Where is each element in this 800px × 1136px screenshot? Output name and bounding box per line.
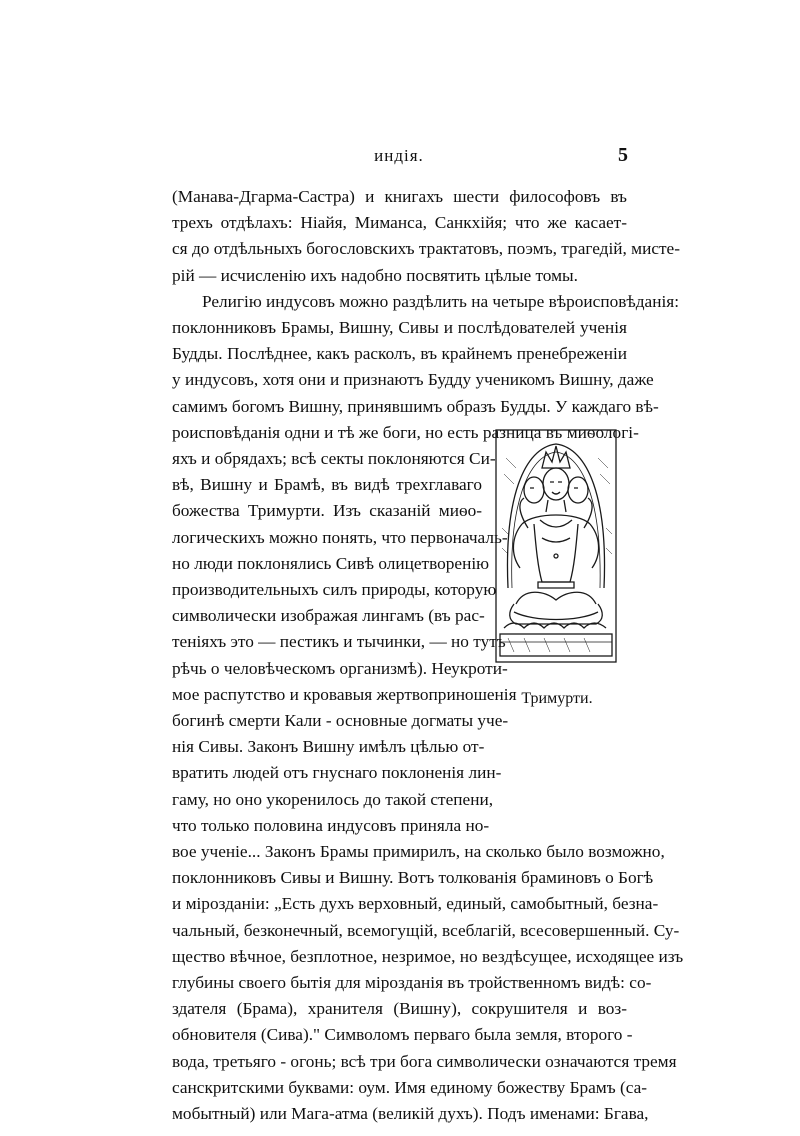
text-line: глубины своего бытія для мірозданія въ тройственномъ видѣ: со- bbox=[172, 973, 652, 992]
text-line: обновителя (Сива)." Символомъ перваго была земля, второго - bbox=[172, 1025, 633, 1045]
text-line: Религію индусовъ можно раздѣлить на четыре вѣроисповѣданія: bbox=[202, 291, 680, 311]
text-line: (Манава-Дгарма-Састра) и книгахъ шести философовъ въ bbox=[172, 187, 627, 206]
text-line: роисповѣданія одни и тѣ же боги, но есть разница въ миѳологі- bbox=[172, 422, 639, 442]
text-line: вѣ, Вишну и Брамѣ, въ видѣ трехглаваго bbox=[172, 475, 482, 495]
trimurti-engraving bbox=[494, 428, 620, 676]
text-line: щество вѣчное, безплотное, незримое, но вездѣсущее, исходящее изъ bbox=[172, 946, 684, 966]
text-line: чальный, безконечный, всемогущій, всеблагій, всесовершенный. Су- bbox=[172, 920, 680, 940]
text-line: вода, третьяго - огонь; всѣ три бога символически означаются тремя bbox=[172, 1051, 677, 1071]
text-line: теніяхъ это — пестикъ и тычинки, — но тутъ bbox=[172, 632, 506, 652]
text-line: поклонниковъ Брамы, Вишну, Сивы и послѣдователей ученія bbox=[172, 318, 627, 337]
text-line: трехъ отдѣлахъ: Ніайя, Миманса, Санкхійя; что же касает- bbox=[172, 213, 627, 233]
text-line: символически изображая лингамъ (въ рас- bbox=[172, 606, 485, 626]
text-line: мобытный) или Мага-атма (великій духъ). Подъ именами: Бгава, bbox=[172, 1104, 649, 1123]
text-line: вое ученіе... Законъ Брамы примирилъ, на сколько было возможно, bbox=[172, 842, 665, 861]
text-line: санскритскими буквами: оум. Имя единому божеству Брамъ (са- bbox=[172, 1077, 648, 1097]
text-line: и мірозданіи: „Есть духъ верховный, единый, самобытный, безна- bbox=[172, 894, 659, 914]
trimurti-illustration bbox=[494, 428, 620, 676]
text-line: самимъ богомъ Вишну, принявшимъ образъ Будды. У каждаго вѣ- bbox=[172, 396, 659, 416]
text-line: Будды. Послѣднее, какъ расколъ, въ крайнемъ пренебреженіи bbox=[172, 344, 627, 364]
text-line: яхъ и обрядахъ; всѣ секты поклоняются Си- bbox=[172, 449, 496, 468]
text-line: вратить людей отъ гнуснаго поклоненія лин- bbox=[172, 763, 502, 783]
text-line: логическихъ можно понять, что первоначаль- bbox=[172, 527, 508, 547]
text-line: здателя (Брама), хранителя (Вишну), сокрушителя и воз- bbox=[172, 999, 627, 1019]
text-line: поклонниковъ Сивы и Вишну. Вотъ толкованія браминовъ о Богѣ bbox=[172, 868, 654, 888]
text-line: рій — исчисленію ихъ надобно посвятить цѣлые томы. bbox=[172, 265, 578, 285]
text-line: у индусовъ, хотя они и признаютъ Будду ученикомъ Вишну, даже bbox=[172, 370, 654, 390]
running-title: индія. bbox=[374, 146, 424, 165]
text-line: гаму, но оно укоренилось до такой степени, bbox=[172, 789, 494, 809]
figure-caption: Тримурти. bbox=[521, 690, 593, 707]
page-number: 5 bbox=[618, 144, 628, 166]
text-line: производительныхъ силъ природы, которую bbox=[172, 580, 497, 599]
text-line: божества Тримурти. Изъ сказаній миѳо- bbox=[172, 501, 482, 521]
text-line: ся до отдѣльныхъ богословскихъ трактатовъ, поэмъ, трагедій, мисте- bbox=[172, 239, 680, 259]
text-line: рѣчь о человѣческомъ организмѣ). Неукроти- bbox=[172, 658, 508, 678]
text-line: что только половина индусовъ приняла но- bbox=[172, 815, 490, 835]
text-line: нія Сивы. Законъ Вишну имѣлъ цѣлью от- bbox=[172, 737, 485, 757]
running-head bbox=[170, 146, 628, 170]
text-line: богинѣ смерти Кали - основные догматы уче- bbox=[172, 711, 509, 730]
text-line: мое распутство и кровавыя жертвоприношенія bbox=[172, 684, 517, 704]
text-line: но люди поклонялись Сивѣ олицетворенію bbox=[172, 553, 490, 573]
